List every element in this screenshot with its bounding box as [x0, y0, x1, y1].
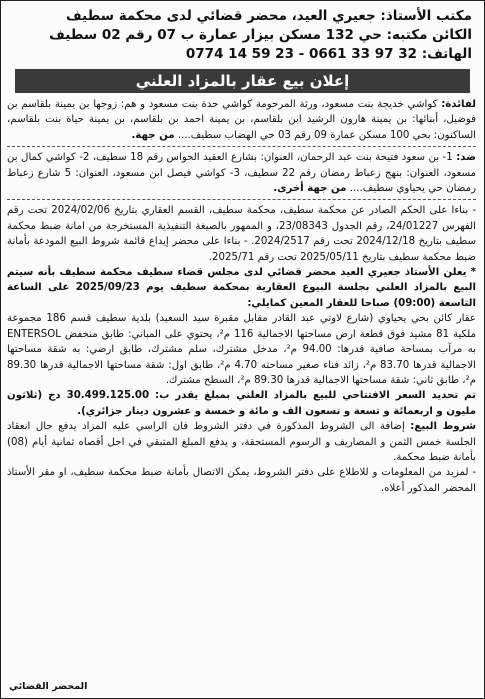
basis-paragraph: - بناءا على الحكم الصادر عن محكمة سطيف، محكمة سطيف، القسم العقاري بتاريخ 2024/02/06 تحت رقم الفهرس 24/01227، رقم الجدول 23/08343، و الممهور بالصيغة التنفيذية المستخرجة من امانة ضبط محكمة سطيف بتاريخ 2024/12/18 تحت رقم 2024/2517. - بناءا على محضر إيداع قائمة شروط البيع المودعة بأمانة ضبط محكمة سطيف بتاريخ 2025/05/11 تحت رقم 2025/71.	[7, 205, 476, 263]
auction-notice-paragraph: * يعلن الأستاذ جعيري العيد محضر قضائي لدى مجلس قضاء سطيف محكمة سطيف بأنه سيتم البيع بالمزاد العلني بجلسة البيوع العقارية بمحكمة سطيف يوم 2025/09/23 على الساعة التاسعة (09:00) صباحا للعقار المعين كمايلي:	[7, 267, 477, 309]
beneficiary-text: كواشي خديجة بنت مسعود، ورثة المرحومة كواشي حدة بنت مسعود و هم: زوجها بن يمينة بلقاسم بن فوضيل، أبنائها: بن يمينة هارون الرشيد ابن بلقاسم، بن يمينة احمد بن بلقاسم، بن يمينة حياة بنت بلقاسم، الساكنون: بحي 100 مسكن عمارة 09 رقم 03 حي الهضاب سطيف....	[7, 99, 476, 141]
against-tail: من جهة أخرى.	[273, 183, 347, 195]
notice-header	[1, 1, 484, 64]
bailiff-office-line: مكتب الأستاذ: جعيري العيد، محضر قضائي لدى محكمة سطيف	[65, 8, 472, 24]
against-text: 1- بن سعود فتيحة بنت عبد الرحمان، العنوان: بشارع العقيد الحواس رقم 18 سطيف، 2- كواشي كمال بن مسعود، العنوان: بنهج زعباط رمضان رقم 22 سطيف، 3- كواشي فيصل ابن مسعود، العنوان: 5 شارع زعباط رمضان حي يحياوي سطيف....	[7, 152, 477, 195]
signature-label: المحضر القضائي	[9, 681, 88, 692]
beneficiary-paragraph	[7, 97, 476, 143]
against-label: ضد:	[456, 152, 476, 164]
property-paragraph: عقار كائن بحي يحياوي (شارع لاوتي عبد القادر مقابل مقبرة سيد السعيد) بلدية سطيف قسم 186 مجموعة ملكية 81 مشيد فوق قطعة ارض مساحتها الاجمالية 116 م²، يحتوي على المباني: طابق منخفض ENTERSOL به مرآب بمساحة صافية قدرها: 94.00 م²، مدخل مشترك، سلم مشترك، طابق ارضي: به شقة مساحتها الاجمالية قدرها 83.70 م²، زائد فناء صغير مساحته 4.70 م²، طابق اول: شقة مساحتها الاجمالية قدرها 89.30 م²، طابق ثاني: شقة مساحتها الاجمالية قدرها 89.30 م²، السطح مشترك.	[7, 313, 477, 386]
divider	[7, 199, 476, 200]
conditions-paragraph	[7, 419, 476, 465]
office-address-line: الكائن مكتبه: حي 132 مسكن بيزار عمارة ب 07 رقم 02 سطيف	[49, 27, 472, 43]
info-paragraph: - لمزيد من المعلومات و للاطلاع على دفتر الشروط، يمكن الاتصال بأمانة ضبط محكمة سطيف، او مقر الأستاذ المحضر المذكور أعلاه.	[7, 467, 476, 494]
divider	[7, 146, 476, 147]
against-paragraph	[7, 150, 476, 196]
beneficiary-label: لفائدة:	[441, 99, 476, 110]
conditions-text: إضافة الى الشروط المذكورة في دفتر الشروط فان الراسي عليه المزاد يدفع حال انعقاد الجلسة خمس الثمن و المصاريف و الرسوم المستحقة، و يدفع المبلغ المتبقي في اجل أقصاه ثمانية أيام (08) بأمانة ضبط محكمة.	[7, 421, 476, 463]
notice-title: إعلان بيع عقار بالمزاد العلني	[15, 69, 470, 93]
conditions-label: شروط البيع:	[410, 421, 476, 433]
notice-body	[1, 97, 484, 496]
beneficiary-tail: من جهة.	[131, 129, 175, 141]
opening-price-paragraph: تم تحديد السعر الافتتاحي للبيع بالمزاد العلني بمبلغ يقدر ب: 30.499.125.00 دج (ثلاثون مليون و اربعمائة و تسعة و تسعون الف و مائة و خمسة و عشرون دينار جزائري).	[7, 390, 476, 417]
phone-line: الهاتف: 32 97 33 0661 - 23 59 14 0774	[185, 46, 472, 62]
